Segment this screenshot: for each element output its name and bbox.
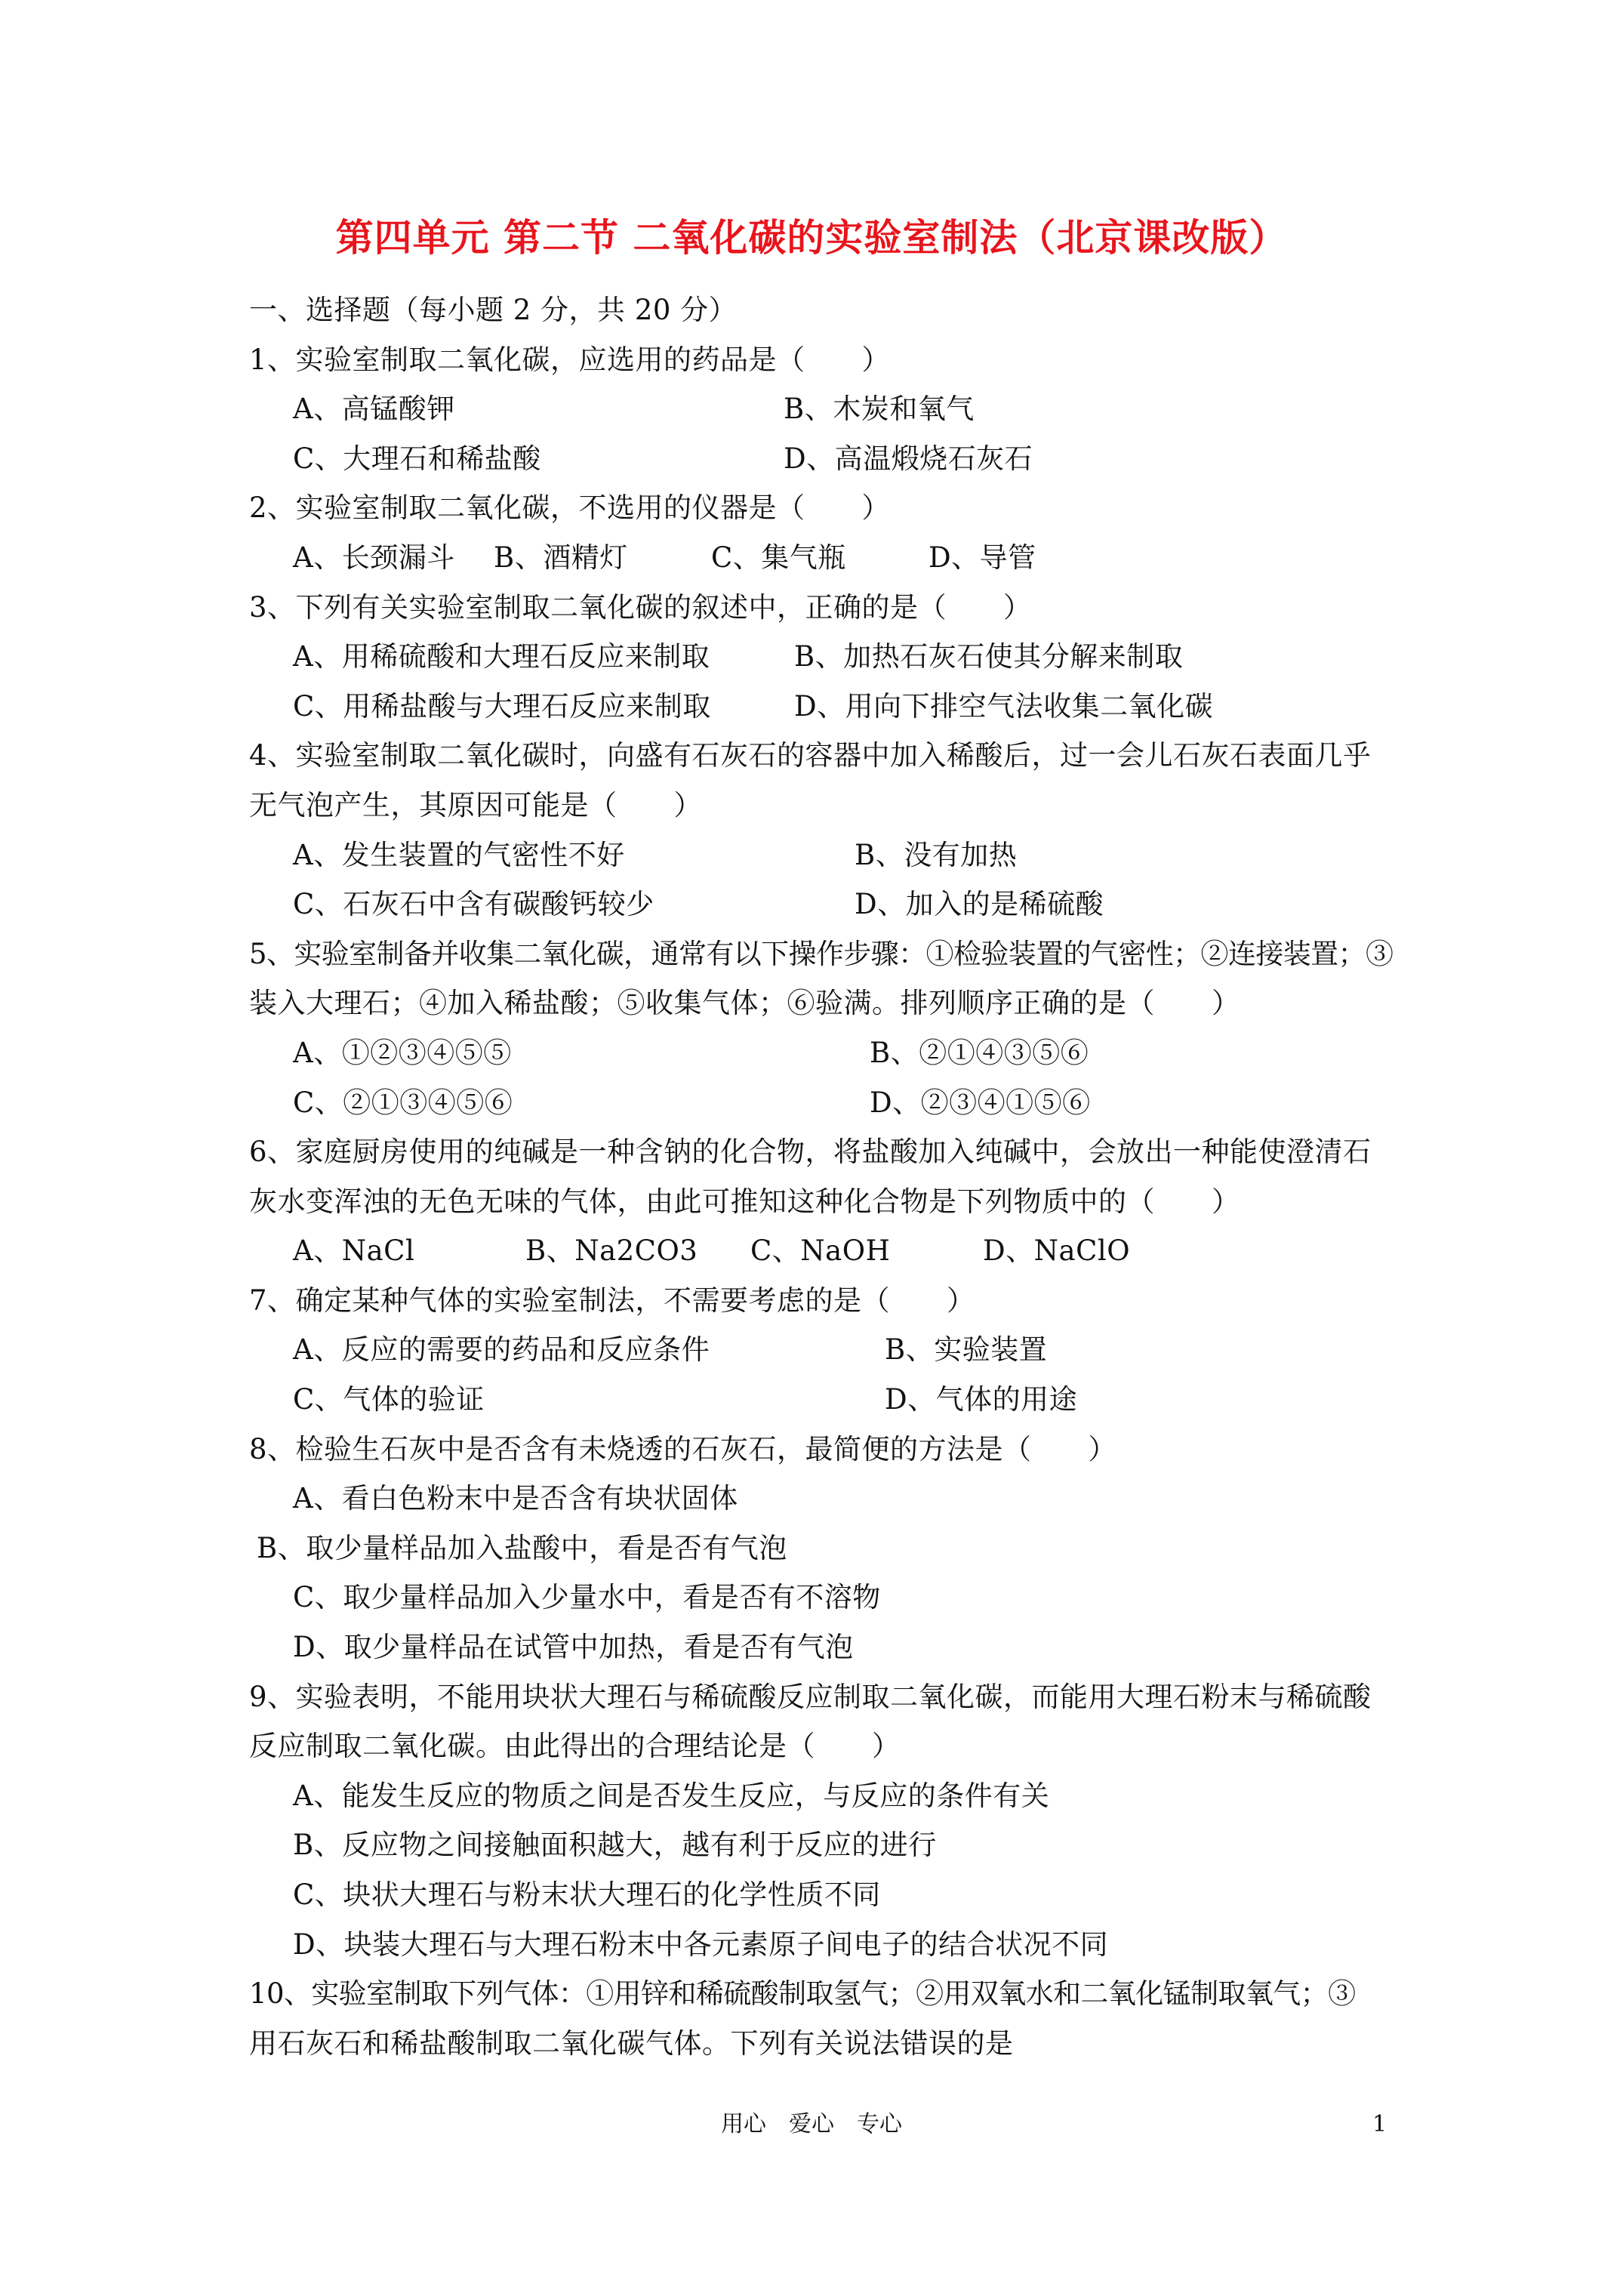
question-6-option-c: C、NaOH xyxy=(750,1234,891,1268)
question-9-option-a: A、能发生反应的物质之间是否发生反应，与反应的条件有关 xyxy=(293,1779,1050,1812)
question-3-option-c: C、用稀盐酸与大理石反应来制取 xyxy=(293,689,711,723)
question-9-stem-line-2: 反应制取二氧化碳。由此得出的合理结论是（ ） xyxy=(249,1730,901,1763)
question-8-stem: 8、检验生石灰中是否含有未烧透的石灰石，最简便的方法是（ ） xyxy=(249,1432,1117,1465)
question-6-stem-line-2: 灰水变浑浊的无色无味的气体，由此可推知这种化合物是下列物质中的（ ） xyxy=(249,1185,1240,1218)
question-4-stem-line-2: 无气泡产生，其原因可能是（ ） xyxy=(249,788,702,821)
question-9-option-b: B、反应物之间接触面积越大，越有利于反应的进行 xyxy=(293,1829,937,1862)
question-2-options-row xyxy=(249,533,1404,583)
question-4-option-a: A、发生装置的气密性不好 xyxy=(293,838,625,871)
question-7-option-d: D、气体的用途 xyxy=(885,1383,1078,1416)
question-6-options-row xyxy=(249,1226,1404,1276)
question-3-stem: 3、下列有关实验室制取二氧化碳的叙述中，正确的是（ ） xyxy=(249,590,1032,624)
question-8-option-b: B、取少量样品加入盐酸中，看是否有气泡 xyxy=(257,1531,787,1564)
question-7-options-row-1 xyxy=(249,1325,1404,1375)
question-4-option-b: B、没有加热 xyxy=(855,838,1018,871)
question-2-option-d: D、导管 xyxy=(929,541,1036,574)
question-2-stem: 2、实验室制取二氧化碳，不选用的仪器是（ ） xyxy=(249,492,891,525)
question-8-option-a: A、看白色粉末中是否含有块状固体 xyxy=(293,1482,738,1515)
question-4-stem-line-1: 4、实验室制取二氧化碳时，向盛有石灰石的容器中加入稀酸后，过一会儿石灰石表面几乎 xyxy=(249,739,1372,772)
question-4-options-row-1 xyxy=(249,831,1404,880)
question-2-option-b: B、酒精灯 xyxy=(494,541,628,574)
question-1-stem: 1、实验室制取二氧化碳，应选用的药品是（ ） xyxy=(249,343,891,376)
question-1-option-a: A、高锰酸钾 xyxy=(293,393,455,426)
question-3-option-a: A、用稀硫酸和大理石反应来制取 xyxy=(293,640,710,673)
question-1-option-d: D、高温煅烧石灰石 xyxy=(784,442,1033,475)
question-6-stem-line-1: 6、家庭厨房使用的纯碱是一种含钠的化合物，将盐酸加入纯碱中，会放出一种能使澄清石 xyxy=(249,1136,1372,1169)
question-10-stem-line-1: 10、实验室制取下列气体：①用锌和稀硫酸制取氢气；②用双氧水和二氧化锰制取氧气；③ xyxy=(249,1977,1356,2011)
question-5-option-c: C、②①③④⑤⑥ xyxy=(293,1086,513,1119)
question-5-stem-line-2: 装入大理石；④加入稀盐酸；⑤收集气体；⑥验满。排列顺序正确的是（ ） xyxy=(249,987,1240,1020)
question-8-option-c: C、取少量样品加入少量水中，看是否有不溶物 xyxy=(293,1581,881,1614)
question-list xyxy=(249,285,1404,2068)
question-5-option-a: A、①②③④⑤⑤ xyxy=(293,1036,512,1069)
question-7-option-c: C、气体的验证 xyxy=(293,1383,485,1416)
question-9-option-d: D、块装大理石与大理石粉末中各元素原子间电子的结合状况不同 xyxy=(293,1928,1109,1961)
question-4-option-c: C、石灰石中含有碳酸钙较少 xyxy=(293,888,654,921)
question-1-option-b: B、木炭和氧气 xyxy=(784,393,975,426)
question-1-options-row-1 xyxy=(249,384,1404,434)
question-5-option-b: B、②①④③⑤⑥ xyxy=(870,1036,1089,1069)
question-7-option-a: A、反应的需要的药品和反应条件 xyxy=(293,1333,710,1367)
section-heading: 一、选择题（每小题 2 分，共 20 分） xyxy=(249,294,738,326)
question-3-options-row-2 xyxy=(249,682,1404,732)
question-6-option-a: A、NaCl xyxy=(293,1234,415,1268)
page-title: 第四单元 第二节 二氧化碳的实验室制法（北京课改版） xyxy=(335,215,1288,260)
question-6-option-b: B、Na2CO3 xyxy=(525,1234,698,1268)
question-1-options-row-2 xyxy=(249,434,1404,484)
question-3-option-b: B、加热石灰石使其分解来制取 xyxy=(794,640,1184,673)
question-5-option-d: D、②③④①⑤⑥ xyxy=(870,1086,1091,1119)
question-5-options-row-2 xyxy=(249,1078,1404,1128)
footer-motto: 用心 爱心 专心 xyxy=(721,2111,902,2137)
question-5-stem-line-1: 5、实验室制备并收集二氧化碳，通常有以下操作步骤：①检验装置的气密性；②连接装置；③ xyxy=(249,937,1394,970)
question-4-option-d: D、加入的是稀硫酸 xyxy=(855,888,1104,921)
question-7-option-b: B、实验装置 xyxy=(885,1333,1048,1367)
question-1-option-c: C、大理石和稀盐酸 xyxy=(293,442,541,475)
question-7-stem: 7、确定某种气体的实验室制法，不需要考虑的是（ ） xyxy=(249,1284,975,1317)
page-number: 1 xyxy=(1372,2111,1387,2137)
question-9-stem-line-1: 9、实验表明，不能用块状大理石与稀硫酸反应制取二氧化碳，而能用大理石粉末与稀硫酸 xyxy=(249,1680,1372,1713)
question-9-option-c: C、块状大理石与粉末状大理石的化学性质不同 xyxy=(293,1878,881,1911)
question-3-option-d: D、用向下排空气法收集二氧化碳 xyxy=(794,689,1214,723)
question-3-options-row-1 xyxy=(249,632,1404,682)
question-8-option-d: D、取少量样品在试管中加热，看是否有气泡 xyxy=(293,1631,854,1664)
question-2-option-a: A、长颈漏斗 xyxy=(293,541,455,574)
question-7-options-row-2 xyxy=(249,1375,1404,1425)
question-5-options-row-1 xyxy=(249,1028,1404,1078)
question-4-options-row-2 xyxy=(249,880,1404,929)
question-6-option-d: D、NaClO xyxy=(983,1234,1131,1268)
question-10-stem-line-2: 用石灰石和稀盐酸制取二氧化碳气体。下列有关说法错误的是 xyxy=(249,2026,1014,2060)
question-2-option-c: C、集气瓶 xyxy=(711,541,846,574)
